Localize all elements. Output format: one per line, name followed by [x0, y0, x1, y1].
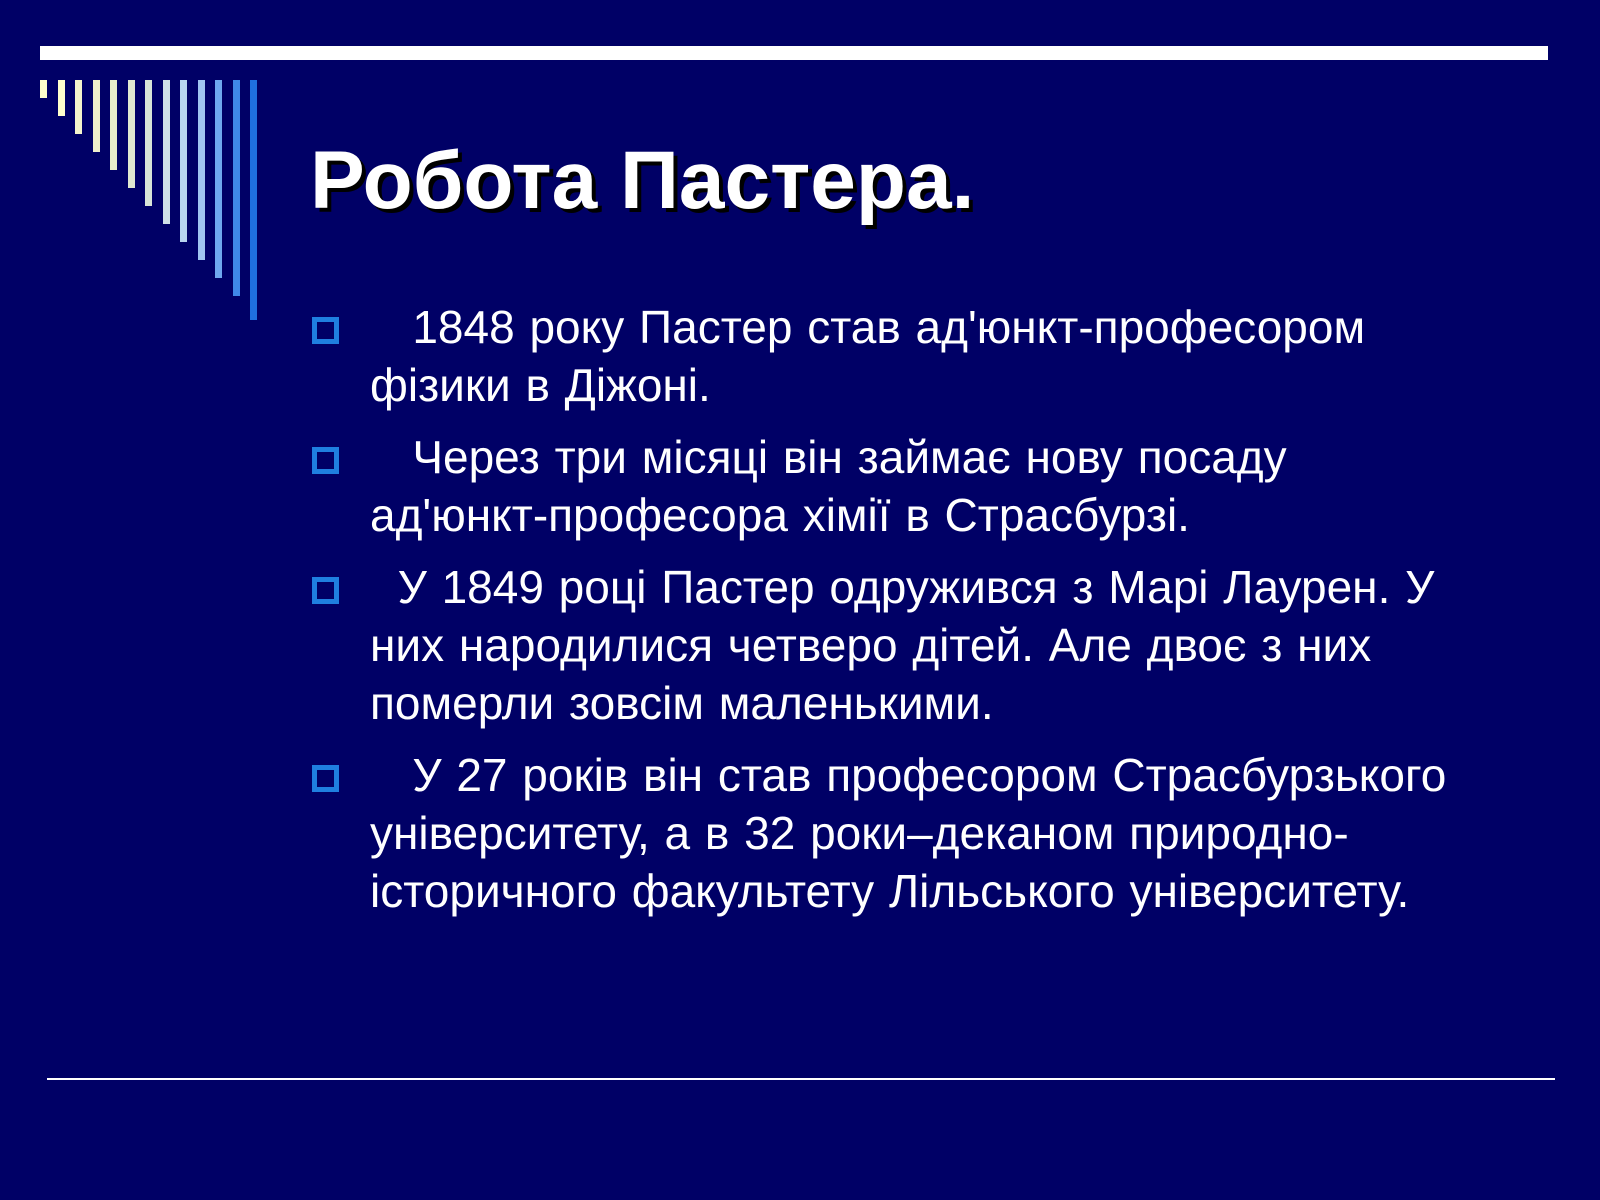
bullet-text: У 1849 році Пастер одружився з Марі Лаурен. У них народилися четверо дітей. Але двоє з них померли зовсім маленькими. [370, 561, 1450, 729]
slide-title: Робота Пастера. [310, 135, 975, 226]
bullet-text: Через три місяці він займає нову посаду ад'юнкт-професора хімії в Страсбурзі. [370, 431, 1302, 541]
square-bullet-icon [312, 765, 339, 792]
stripe-10 [198, 80, 205, 260]
stripe-8 [163, 80, 170, 224]
bullet-text: 1848 року Пастер став ад'юнкт-професором фізики в Діжоні. [370, 301, 1380, 411]
stripe-2 [58, 80, 65, 116]
bullet-item [312, 746, 1472, 920]
bullet-item [312, 298, 1472, 414]
stripe-13 [250, 80, 257, 320]
stripe-11 [215, 80, 222, 278]
bottom-rule [47, 1078, 1555, 1080]
stripe-12 [233, 80, 240, 296]
square-bullet-icon [312, 317, 339, 344]
stripe-6 [128, 80, 135, 188]
square-bullet-icon [312, 447, 339, 474]
stripe-3 [75, 80, 82, 134]
bullet-item [312, 558, 1472, 732]
decorative-stripes [0, 0, 300, 340]
stripe-7 [145, 80, 152, 206]
bullet-list [312, 298, 1472, 934]
square-bullet-icon [312, 577, 339, 604]
stripe-4 [93, 80, 100, 152]
bullet-item [312, 428, 1472, 544]
stripe-5 [110, 80, 117, 170]
bullet-text: У 27 років він став професором Страсбурзького університету, а в 32 роки–деканом природно-історичного факультету Лільського університету. [370, 749, 1462, 917]
stripe-1 [40, 80, 47, 98]
stripe-9 [180, 80, 187, 242]
